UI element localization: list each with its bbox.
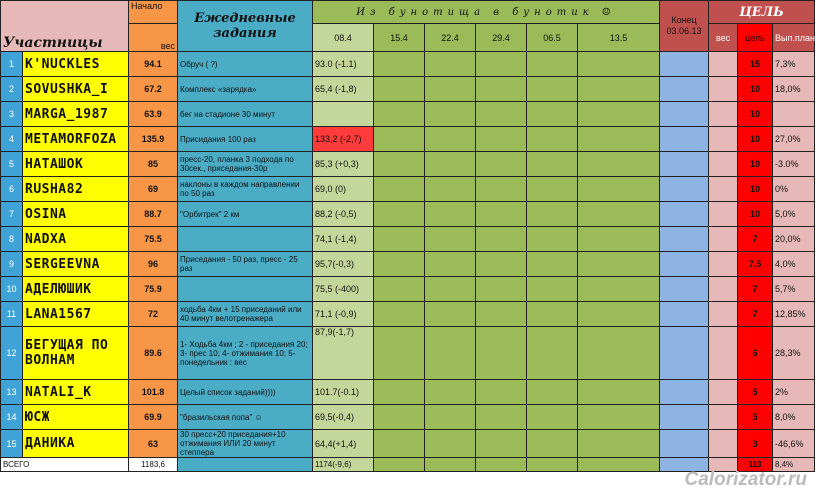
end-weight[interactable] (660, 77, 709, 102)
row-number[interactable]: 6 (1, 177, 23, 202)
daily-task[interactable]: 30 пресс+20 приседания+10 отжимания ИЛИ 20 минут степпера (178, 430, 313, 458)
week-value[interactable]: 88,2 (-0,5) (313, 202, 374, 227)
goal-value[interactable]: 15 (738, 52, 773, 77)
daily-task[interactable]: "бразильская попа" ☺ (178, 405, 313, 430)
goal-weight[interactable] (709, 252, 738, 277)
goal-weight[interactable] (709, 405, 738, 430)
start-header: Начало (129, 1, 178, 24)
goal-value[interactable]: 10 (738, 152, 773, 177)
goal-value[interactable]: 10 (738, 77, 773, 102)
week-value[interactable] (374, 152, 425, 177)
end-weight[interactable] (660, 302, 709, 327)
total-week-empty[interactable] (527, 458, 578, 472)
week-value[interactable] (476, 127, 527, 152)
start-weight[interactable]: 135.9 (129, 127, 178, 152)
start-weight[interactable]: 63 (129, 430, 178, 458)
week-value[interactable] (476, 430, 527, 458)
end-weight[interactable] (660, 380, 709, 405)
week-value[interactable] (425, 77, 476, 102)
week-value[interactable] (374, 127, 425, 152)
daily-task[interactable]: Комплекс «зарядка» (178, 77, 313, 102)
plan-percent[interactable] (773, 102, 815, 127)
start-weight[interactable]: 69.9 (129, 405, 178, 430)
goal-weight[interactable] (709, 277, 738, 302)
end-weight[interactable] (660, 177, 709, 202)
table-row (1, 252, 815, 277)
participant-name[interactable]: RUSHA82 (23, 177, 129, 202)
table-row (1, 327, 815, 380)
row-number[interactable]: 13 (1, 380, 23, 405)
row-number[interactable]: 9 (1, 252, 23, 277)
week-value[interactable]: 65,4 (-1,8) (313, 77, 374, 102)
end-weight[interactable] (660, 252, 709, 277)
end-weight[interactable] (660, 52, 709, 77)
total-week[interactable]: 1174(-9,6) (313, 458, 374, 472)
week-value[interactable] (425, 277, 476, 302)
plan-percent[interactable]: 20,0% (773, 227, 815, 252)
week-value[interactable] (425, 302, 476, 327)
start-weight[interactable]: 69 (129, 177, 178, 202)
daily-task[interactable]: Целый список заданий)))) (178, 380, 313, 405)
week-value[interactable] (425, 327, 476, 380)
total-week-empty[interactable] (425, 458, 476, 472)
week-value[interactable]: 74,1 (-1,4) (313, 227, 374, 252)
week-value[interactable] (476, 227, 527, 252)
goal-value[interactable]: 5 (738, 380, 773, 405)
start-weight[interactable]: 75.9 (129, 277, 178, 302)
participant-name[interactable]: БЕГУЩАЯ ПО ВОЛНАМ (23, 327, 129, 380)
participant-name[interactable]: SOVUSHKA_I (23, 77, 129, 102)
week-value[interactable]: 64,4(+1,4) (313, 430, 374, 458)
week-header: 06.5 (527, 24, 578, 52)
daily-task[interactable]: бег на стадионе 30 минут (178, 102, 313, 127)
week-value[interactable] (527, 252, 578, 277)
total-start[interactable]: 1183,6 (129, 458, 178, 472)
week-value[interactable] (374, 102, 425, 127)
start-weight[interactable]: 94.1 (129, 52, 178, 77)
week-value[interactable] (374, 327, 425, 380)
participants-header: Участницы (1, 1, 129, 52)
week-value[interactable] (476, 177, 527, 202)
week-value[interactable] (476, 52, 527, 77)
week-value[interactable] (578, 430, 660, 458)
goal-value[interactable]: 6 (738, 327, 773, 380)
week-value[interactable] (374, 177, 425, 202)
table-row (1, 102, 815, 127)
week-value[interactable] (425, 380, 476, 405)
goal-weight[interactable] (709, 327, 738, 380)
week-value[interactable] (374, 277, 425, 302)
start-weight[interactable]: 63.9 (129, 102, 178, 127)
week-value[interactable] (527, 77, 578, 102)
week-header: 22.4 (425, 24, 476, 52)
week-value[interactable]: 101.7(-0.1) (313, 380, 374, 405)
week-value[interactable] (527, 380, 578, 405)
goal-weight[interactable] (709, 430, 738, 458)
start-weight[interactable]: 72 (129, 302, 178, 327)
week-value[interactable] (374, 252, 425, 277)
plan-percent[interactable]: 4,0% (773, 252, 815, 277)
week-value[interactable] (374, 202, 425, 227)
week-value[interactable] (527, 202, 578, 227)
end-weight[interactable] (660, 405, 709, 430)
goal-value[interactable]: 10 (738, 202, 773, 227)
plan-percent[interactable]: 5,7% (773, 277, 815, 302)
week-value[interactable] (313, 102, 374, 127)
participant-name[interactable]: MARGA_1987 (23, 102, 129, 127)
end-weight[interactable] (660, 227, 709, 252)
total-percent[interactable]: 8,4% (773, 458, 815, 472)
daily-task[interactable]: наклоны в каждом направлении по 50 раз (178, 177, 313, 202)
total-goal[interactable]: 113 (738, 458, 773, 472)
daily-task[interactable]: "Орбитрек" 2 км (178, 202, 313, 227)
week-value[interactable]: 95,7(-0,3) (313, 252, 374, 277)
week-header: 15.4 (374, 24, 425, 52)
week-value[interactable] (374, 405, 425, 430)
table-row (1, 405, 815, 430)
end-weight[interactable] (660, 152, 709, 177)
week-value[interactable] (374, 302, 425, 327)
week-value[interactable] (476, 202, 527, 227)
goal-weight[interactable] (709, 102, 738, 127)
week-value[interactable] (578, 277, 660, 302)
plan-percent[interactable]: 18,0% (773, 77, 815, 102)
end-weight[interactable] (660, 202, 709, 227)
weeks-title: Из бунотища в бунотик ☺ (313, 1, 660, 24)
week-header: 29.4 (476, 24, 527, 52)
participant-name[interactable]: OSINA (23, 202, 129, 227)
week-value[interactable] (476, 327, 527, 380)
week-value[interactable] (425, 177, 476, 202)
goal-header: ЦЕЛЬ (709, 1, 815, 24)
week-value[interactable] (527, 227, 578, 252)
week-value[interactable] (578, 102, 660, 127)
row-number[interactable]: 8 (1, 227, 23, 252)
week-value[interactable] (527, 327, 578, 380)
daily-task[interactable]: Обруч ( ?) (178, 52, 313, 77)
plan-percent[interactable]: 5,0% (773, 202, 815, 227)
plan-percent[interactable]: -46,6% (773, 430, 815, 458)
table-row (1, 302, 815, 327)
week-value[interactable] (578, 202, 660, 227)
participant-name[interactable]: LANA1567 (23, 302, 129, 327)
plan-percent[interactable]: 12,85% (773, 302, 815, 327)
goal-weight[interactable] (709, 177, 738, 202)
total-week-empty[interactable] (374, 458, 425, 472)
start-weight[interactable]: 89.6 (129, 327, 178, 380)
week-value[interactable]: 75,5 (-400) (313, 277, 374, 302)
goal-weight[interactable] (709, 380, 738, 405)
week-value[interactable] (527, 127, 578, 152)
daily-task[interactable]: ходьба 4км + 15 приседаний или 40 минут велотренажера (178, 302, 313, 327)
plan-percent[interactable]: 27,0% (773, 127, 815, 152)
week-value[interactable] (374, 52, 425, 77)
week-value[interactable] (527, 152, 578, 177)
plan-percent[interactable]: 0% (773, 177, 815, 202)
week-value[interactable] (578, 380, 660, 405)
week-value[interactable] (527, 302, 578, 327)
week-value[interactable] (476, 102, 527, 127)
row-number[interactable]: 14 (1, 405, 23, 430)
week-value[interactable] (527, 102, 578, 127)
week-value[interactable] (476, 277, 527, 302)
ves-header: вес (709, 24, 738, 52)
row-number[interactable]: 11 (1, 302, 23, 327)
tasks-header: Ежедневные задания (178, 1, 313, 52)
week-value[interactable] (374, 430, 425, 458)
start-weight[interactable]: 75.5 (129, 227, 178, 252)
week-value[interactable] (425, 202, 476, 227)
week-value[interactable] (578, 52, 660, 77)
week-value[interactable]: 69,0 (0) (313, 177, 374, 202)
end-weight[interactable] (660, 327, 709, 380)
goal-value[interactable]: 7,5 (738, 252, 773, 277)
table-row (1, 52, 815, 77)
week-value[interactable] (578, 227, 660, 252)
progress-header: Вып.плана (773, 24, 815, 52)
week-value[interactable] (425, 102, 476, 127)
week-value[interactable] (578, 127, 660, 152)
goal-weight[interactable] (709, 302, 738, 327)
goal-weight[interactable] (709, 77, 738, 102)
plan-percent[interactable]: 8,0% (773, 405, 815, 430)
daily-task[interactable]: Приседания - 50 раз, пресс - 25 раз (178, 252, 313, 277)
week-value[interactable] (374, 380, 425, 405)
week-value[interactable] (476, 380, 527, 405)
table-row (1, 127, 815, 152)
week-value[interactable]: 71,1 (-0,9) (313, 302, 374, 327)
week-value[interactable] (425, 405, 476, 430)
week-value[interactable] (578, 177, 660, 202)
goal-value[interactable]: 7 (738, 302, 773, 327)
row-number[interactable]: 15 (1, 430, 23, 458)
end-header: Конец 03.06.13 (660, 1, 709, 52)
goal-value[interactable]: 10 (738, 127, 773, 152)
daily-task[interactable]: пресс-20, планка 3 подхода по 30сек., приседания-30р (178, 152, 313, 177)
goal-weight[interactable] (709, 202, 738, 227)
total-week-empty[interactable] (476, 458, 527, 472)
table-row (1, 277, 815, 302)
goal-weight[interactable] (709, 52, 738, 77)
week-value[interactable]: 93.0 (-1.1) (313, 52, 374, 77)
goal-value[interactable]: 5 (738, 405, 773, 430)
total-week-empty[interactable] (578, 458, 660, 472)
goal-value[interactable]: 7 (738, 227, 773, 252)
week-value[interactable] (578, 152, 660, 177)
participant-name[interactable]: K'NUCKLES (23, 52, 129, 77)
start-sub-header: вес (129, 24, 178, 52)
plan-percent[interactable]: 2% (773, 380, 815, 405)
week-value[interactable] (527, 177, 578, 202)
participant-name[interactable]: NATALI_K (23, 380, 129, 405)
week-value[interactable] (527, 405, 578, 430)
week-value[interactable] (425, 227, 476, 252)
table-row (1, 430, 815, 458)
row-number[interactable]: 1 (1, 52, 23, 77)
week-header: 13.5 (578, 24, 660, 52)
plan-percent[interactable]: 7,3% (773, 52, 815, 77)
week-value[interactable] (578, 77, 660, 102)
week-value[interactable] (476, 405, 527, 430)
week-value[interactable] (527, 430, 578, 458)
week-value[interactable] (425, 127, 476, 152)
participant-name[interactable]: ДАНИКА (23, 430, 129, 458)
start-weight[interactable]: 96 (129, 252, 178, 277)
table-row (1, 380, 815, 405)
week-value[interactable] (527, 52, 578, 77)
participant-name[interactable]: ЮСЖ (23, 405, 129, 430)
plan-percent[interactable]: -3.0% (773, 152, 815, 177)
row-number[interactable]: 7 (1, 202, 23, 227)
start-weight[interactable]: 88.7 (129, 202, 178, 227)
participant-name[interactable]: METAMORFOZA (23, 127, 129, 152)
watermark: Calorizator.ru (684, 469, 807, 490)
week-value[interactable]: 85,3 (+0,3) (313, 152, 374, 177)
daily-task[interactable]: Присидания 100 раз (178, 127, 313, 152)
total-label[interactable]: ВСЕГО (1, 458, 129, 472)
week-value[interactable] (476, 152, 527, 177)
week-value[interactable] (527, 277, 578, 302)
daily-task[interactable]: 1- Ходьба 4км ; 2 - приседания 20; 3- прес 10; 4- отжимания 10; 5- понедельник : вес (178, 327, 313, 380)
row-number[interactable]: 3 (1, 102, 23, 127)
participant-name[interactable]: АДЕЛЮШИК (23, 277, 129, 302)
participant-name[interactable]: НАТАШОК (23, 152, 129, 177)
week-value[interactable] (578, 405, 660, 430)
week-value[interactable] (425, 52, 476, 77)
goal-value[interactable]: 3 (738, 430, 773, 458)
table-row (1, 77, 815, 102)
plan-percent[interactable]: 28,3% (773, 327, 815, 380)
start-weight[interactable]: 67.2 (129, 77, 178, 102)
week-value[interactable]: 87,9(-1,7) (313, 327, 374, 380)
week-value[interactable] (476, 302, 527, 327)
table-row (1, 152, 815, 177)
goal-value[interactable]: 10 (738, 102, 773, 127)
row-number[interactable]: 2 (1, 77, 23, 102)
week-value[interactable]: 133,2 (-2,7) (313, 127, 374, 152)
table-row (1, 202, 815, 227)
table-row (1, 227, 815, 252)
week-value[interactable] (578, 252, 660, 277)
week-value[interactable] (578, 302, 660, 327)
week-value[interactable]: 69,5(-0,4) (313, 405, 374, 430)
goal-value[interactable]: 7 (738, 277, 773, 302)
end-weight[interactable] (660, 277, 709, 302)
table-row (1, 177, 815, 202)
week-value[interactable] (374, 227, 425, 252)
participant-name[interactable]: NADXA (23, 227, 129, 252)
week-value[interactable] (374, 77, 425, 102)
total-task[interactable] (178, 458, 313, 472)
goal-weight[interactable] (709, 227, 738, 252)
row-number[interactable]: 10 (1, 277, 23, 302)
goal-weight[interactable] (709, 127, 738, 152)
goal-col-header: цель (738, 24, 773, 52)
row-number[interactable]: 4 (1, 127, 23, 152)
week-value[interactable] (425, 152, 476, 177)
row-number[interactable]: 5 (1, 152, 23, 177)
week-header: 08.4 (313, 24, 374, 52)
end-weight[interactable] (660, 430, 709, 458)
start-weight[interactable]: 85 (129, 152, 178, 177)
week-value[interactable] (476, 252, 527, 277)
week-value[interactable] (578, 327, 660, 380)
end-weight[interactable] (660, 127, 709, 152)
participant-name[interactable]: SERGEEVNA (23, 252, 129, 277)
row-number[interactable]: 12 (1, 327, 23, 380)
end-weight[interactable] (660, 102, 709, 127)
goal-weight[interactable] (709, 152, 738, 177)
week-value[interactable] (476, 77, 527, 102)
week-value[interactable] (425, 430, 476, 458)
goal-value[interactable]: 10 (738, 177, 773, 202)
daily-task[interactable] (178, 227, 313, 252)
daily-task[interactable] (178, 277, 313, 302)
start-weight[interactable]: 101.8 (129, 380, 178, 405)
week-value[interactable] (425, 252, 476, 277)
